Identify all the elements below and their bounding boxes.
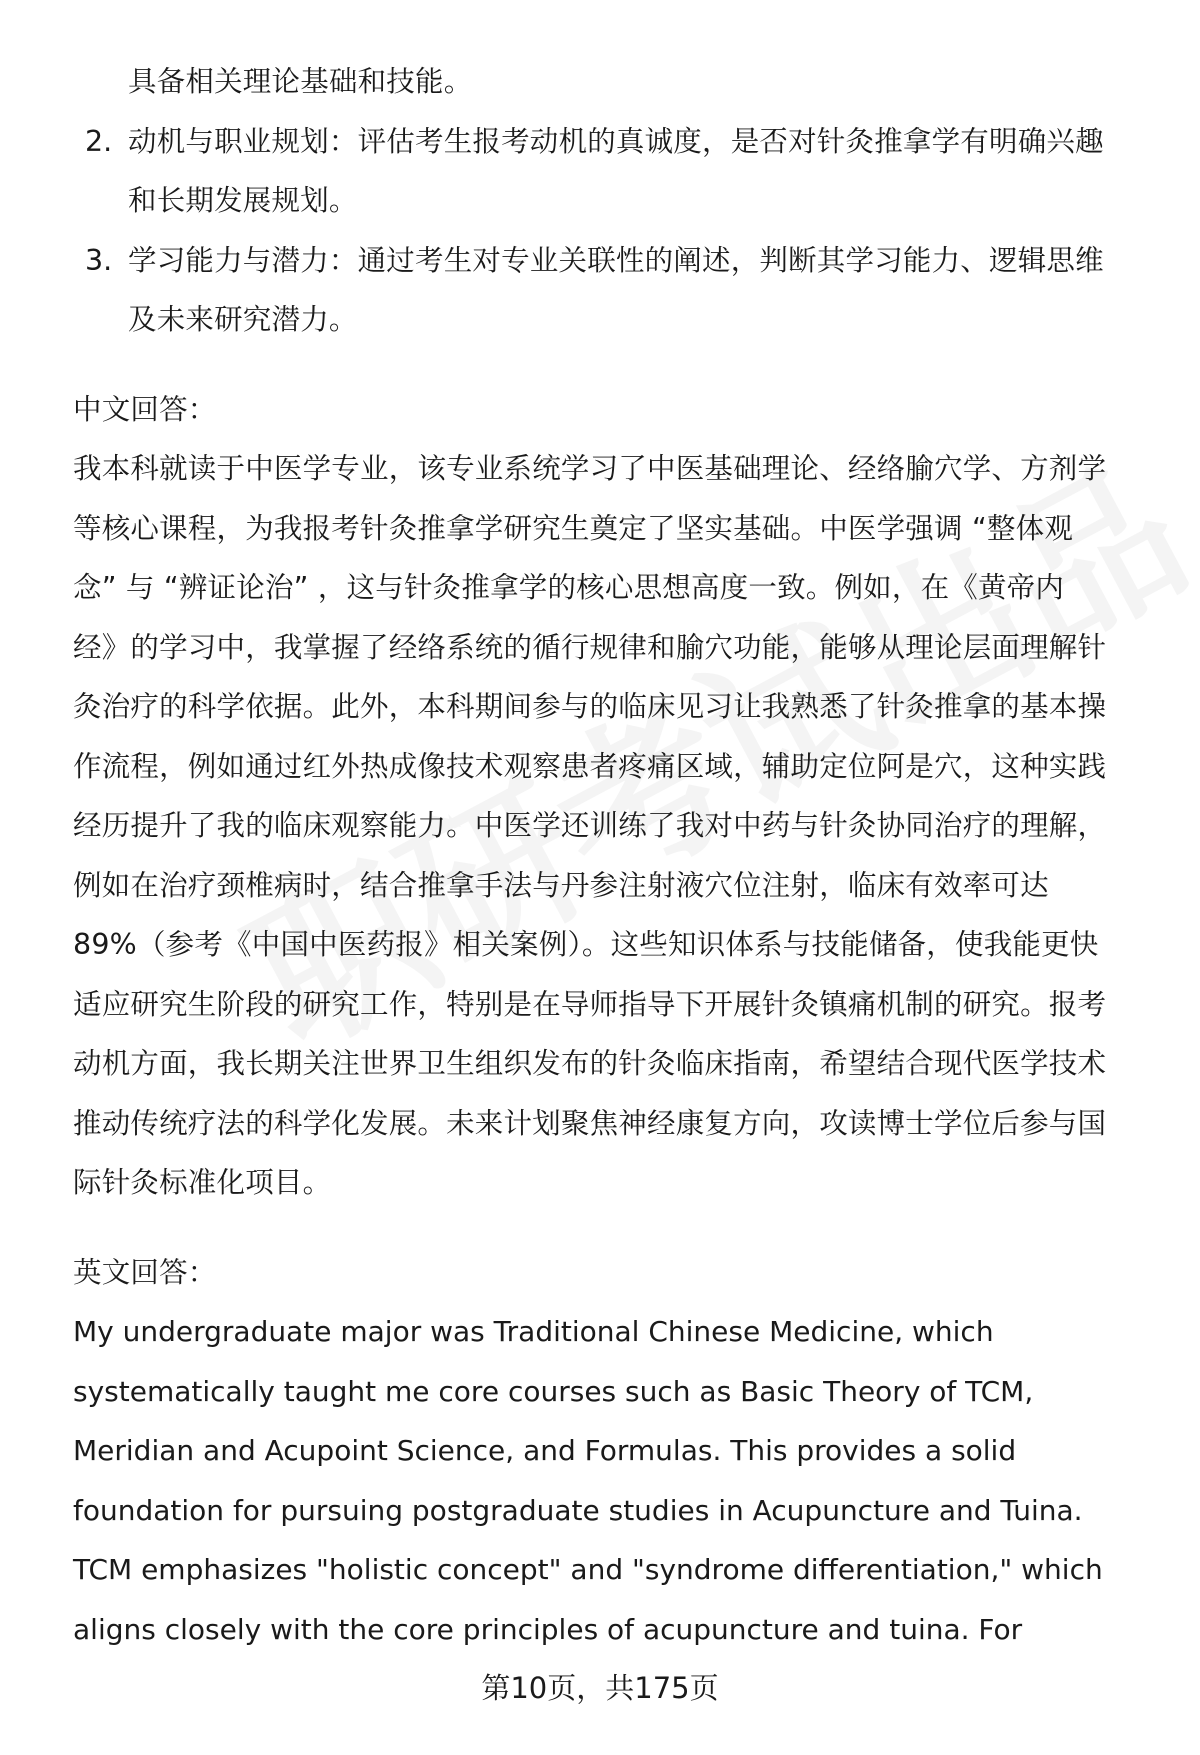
paragraph-line: 际针灸标准化项目。 <box>73 1166 332 1199</box>
paragraph-line: 经》的学习中，我掌握了经络系统的循行规律和腧穴功能，能够从理论层面理解针 <box>73 630 1107 664</box>
list-item-number: 3. <box>85 243 113 277</box>
paragraph-line: 等核心课程，为我报考针灸推拿学研究生奠定了坚实基础。中医学强调 “整体观 <box>73 511 1074 545</box>
english-answer-label: 英文回答： <box>73 1255 217 1289</box>
list-item-line: 和长期发展规划。 <box>128 184 358 217</box>
paragraph-line: TCM emphasizes "holistic concept" and "syndrome differentiation," which <box>73 1553 1103 1586</box>
list-item-line: 及未来研究潜力。 <box>128 303 358 336</box>
paragraph-line: 经历提升了我的临床观察能力。中医学还训练了我对中药与针灸协同治疗的理解， <box>73 809 1107 842</box>
chinese-answer-label: 中文回答： <box>73 392 217 426</box>
chinese-answer-paragraph <box>73 439 1148 1213</box>
paragraph-line: My undergraduate major was Traditional Chinese Medicine, which <box>73 1315 994 1348</box>
paragraph-line: 作流程，例如通过红外热成像技术观察患者疼痛区域，辅助定位阿是穴，这种实践 <box>73 749 1107 783</box>
page-content <box>73 52 1148 1659</box>
list-item-number: 2. <box>85 124 113 158</box>
list-item-2 <box>73 112 1148 231</box>
list-item-1-tail: 具备相关理论基础和技能。 <box>128 65 473 98</box>
paragraph-line: foundation for pursuing postgraduate studies in Acupuncture and Tuina. <box>73 1493 1083 1527</box>
paragraph-line: 89%（参考《中国中医药报》相关案例）。这些知识体系与技能储备，使我能更快 <box>73 928 1099 961</box>
english-answer-paragraph <box>73 1302 1148 1659</box>
list-item-line: 动机与职业规划：评估考生报考动机的真诚度，是否对针灸推拿学有明确兴趣 <box>128 124 1104 158</box>
list-item-3 <box>73 231 1148 350</box>
list-item-line: 学习能力与潜力：通过考生对专业关联性的阐述，判断其学习能力、逻辑思维 <box>128 243 1104 277</box>
paragraph-line: systematically taught me core courses such as Basic Theory of TCM, <box>73 1374 1034 1408</box>
page-number-footer: 第10页，共175页 <box>481 1671 719 1705</box>
paragraph-line: 念” 与 “辨证论治” ，这与针灸推拿学的核心思想高度一致。例如，在《黄帝内 <box>73 571 1065 604</box>
paragraph-line: 例如在治疗颈椎病时，结合推拿手法与丹参注射液穴位注射，临床有效率可达 <box>73 868 1049 902</box>
paragraph-line: 适应研究生阶段的研究工作，特别是在导师指导下开展针灸镇痛机制的研究。报考 <box>73 987 1107 1021</box>
paragraph-line: 灸治疗的科学依据。此外，本科期间参与的临床见习让我熟悉了针灸推拿的基本操 <box>73 690 1107 723</box>
paragraph-line: 我本科就读于中医学专业，该专业系统学习了中医基础理论、经络腧穴学、方剂学 <box>73 452 1107 485</box>
paragraph-line: 动机方面，我长期关注世界卫生组织发布的针灸临床指南，希望结合现代医学技术 <box>73 1047 1107 1080</box>
paragraph-line: 推动传统疗法的科学化发展。未来计划聚焦神经康复方向，攻读博士学位后参与国 <box>73 1106 1107 1140</box>
paragraph-line: aligns closely with the core principles of acupuncture and tuina. For <box>73 1612 1023 1646</box>
paragraph-line: Meridian and Acupoint Science, and Formulas. This provides a solid <box>73 1434 1017 1467</box>
